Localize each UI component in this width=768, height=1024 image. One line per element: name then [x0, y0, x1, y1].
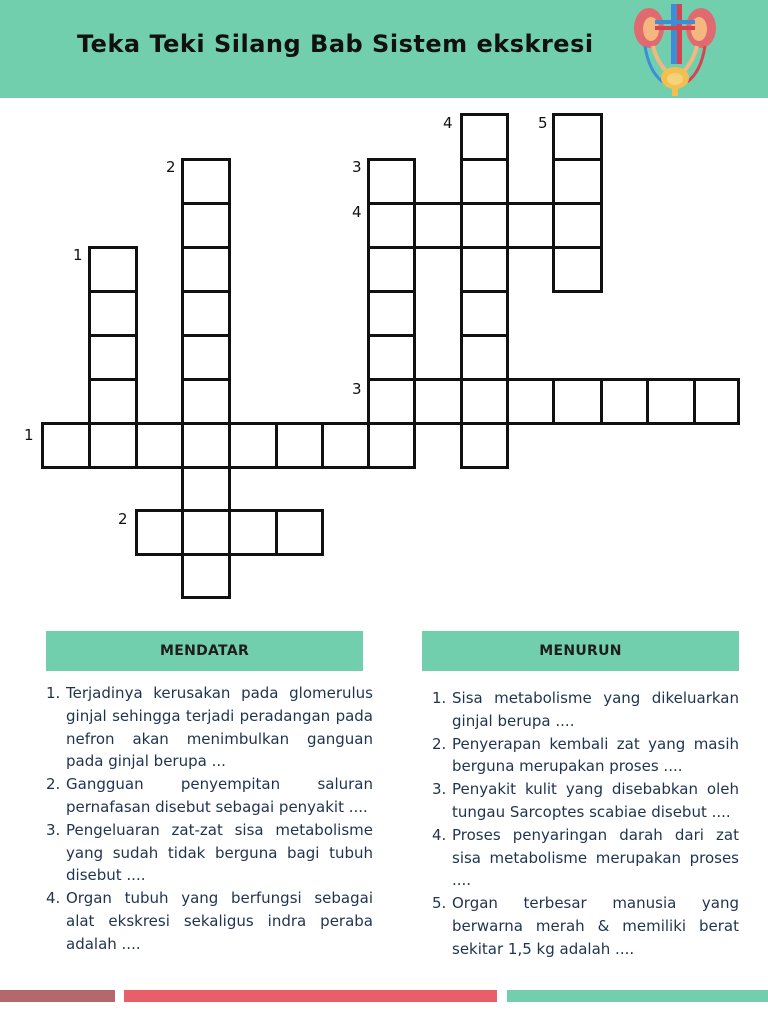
crossword-cell[interactable]: [693, 378, 740, 425]
crossword-cell[interactable]: [460, 246, 509, 293]
crossword-cell[interactable]: [460, 334, 509, 381]
crossword-cell[interactable]: [367, 202, 416, 249]
crossword-cell[interactable]: [506, 378, 555, 425]
crossword-cell[interactable]: [460, 158, 509, 205]
crossword-cell[interactable]: [460, 202, 509, 249]
list-item: [432, 733, 739, 779]
clue-text: Terjadinya kerusakan pada glomerulus ginjal sehingga terjadi peradangan pada nefron akan menimbulkan ganguan pada ginjal berupa ...: [66, 684, 373, 771]
mendatar-clue-list: [46, 682, 373, 956]
crossword-cell[interactable]: [552, 113, 603, 161]
clue-text: Proses penyaringan darah dari zat sisa metabolisme merupakan proses ....: [452, 825, 739, 890]
list-item: [46, 887, 373, 955]
clue-number: 1.: [432, 689, 447, 707]
clue-text: Pengeluaran zat-zat sisa metabolisme yang sudah tidak berguna bagi tubuh disebut ....: [66, 820, 373, 885]
crossword-cell[interactable]: [367, 334, 416, 381]
crossword-cell[interactable]: [460, 290, 509, 337]
crossword-cell[interactable]: [181, 422, 231, 469]
crossword-cell[interactable]: [228, 509, 278, 556]
list-item: [46, 682, 373, 773]
crossword-cell[interactable]: [181, 553, 231, 599]
clue-number-label: 4: [352, 203, 362, 221]
crossword-cell[interactable]: [181, 158, 231, 205]
list-item: [432, 687, 739, 733]
clue-number: 3.: [432, 780, 447, 799]
crossword-cell[interactable]: [646, 378, 696, 425]
menurun-clue-list: [432, 687, 739, 961]
crossword-cell[interactable]: [275, 509, 324, 556]
crossword-cell[interactable]: [41, 422, 91, 469]
crossword-cell[interactable]: [181, 246, 231, 293]
clue-number-label: 3: [352, 380, 362, 398]
footer-bar-middle: [124, 990, 497, 1002]
crossword-cell[interactable]: [552, 202, 603, 249]
crossword-cell[interactable]: [367, 422, 416, 469]
clue-number-label: 2: [118, 510, 128, 528]
clue-number-label: 1: [24, 426, 34, 444]
clue-text: Penyerapan kembali zat yang masih berguna merupakan proses ....: [452, 734, 739, 776]
clue-number-label: 5: [538, 114, 548, 132]
clue-number-label: 1: [73, 246, 83, 264]
crossword-cell[interactable]: [460, 113, 509, 161]
clue-number: 5.: [432, 894, 447, 913]
crossword-cell[interactable]: [460, 422, 509, 469]
list-item: [432, 778, 739, 824]
clue-text: Organ terbesar manusia yang berwarna merah & memiliki berat sekitar 1,5 kg adalah ....: [452, 894, 739, 958]
clue-number: 4.: [432, 825, 447, 844]
crossword-cell[interactable]: [413, 378, 463, 425]
clue-number-label: 3: [352, 158, 362, 176]
crossword-cell[interactable]: [88, 422, 138, 469]
crossword-cell[interactable]: [181, 509, 231, 556]
clue-number: 1.: [46, 684, 61, 702]
clue-text: Penyakit kulit yang disebabkan oleh tungau Sarcoptes scabiae disebut ....: [452, 780, 739, 821]
crossword-cell[interactable]: [552, 246, 603, 293]
menurun-heading: MENURUN: [422, 631, 739, 671]
crossword-cell[interactable]: [552, 158, 603, 205]
crossword-cell[interactable]: [135, 422, 184, 469]
crossword-cell[interactable]: [181, 378, 231, 425]
footer-bar-left: [0, 990, 115, 1002]
crossword-cell[interactable]: [506, 202, 555, 249]
crossword-cell[interactable]: [228, 422, 278, 469]
clue-text: Organ tubuh yang berfungsi sebagai alat ekskresi sekaligus indra peraba adalah ....: [66, 889, 373, 953]
crossword-cell[interactable]: [181, 202, 231, 249]
crossword-cell[interactable]: [367, 246, 416, 293]
crossword-cell[interactable]: [367, 158, 416, 205]
list-item: [432, 824, 739, 892]
clue-number-label: 2: [166, 158, 176, 176]
clue-number: 2.: [46, 775, 61, 794]
list-item: [46, 773, 373, 819]
page-title: Teka Teki Silang Bab Sistem ekskresi: [77, 30, 594, 58]
clue-number-label: 4: [443, 114, 453, 132]
crossword-cell[interactable]: [88, 246, 138, 293]
crossword-cell[interactable]: [88, 290, 138, 337]
crossword-cell[interactable]: [135, 509, 184, 556]
mendatar-heading: MENDATAR: [46, 631, 363, 671]
crossword-cell[interactable]: [600, 378, 649, 425]
crossword-cell[interactable]: [88, 378, 138, 425]
list-item: [46, 819, 373, 887]
crossword-cell[interactable]: [181, 334, 231, 381]
crossword-cell[interactable]: [413, 202, 463, 249]
clue-text: Sisa metabolisme yang dikeluarkan ginjal berupa ....: [452, 689, 739, 730]
footer-bar-right: [507, 990, 768, 1002]
clue-text: Gangguan penyempitan saluran pernafasan disebut sebagai penyakit ....: [66, 775, 373, 816]
clue-number: 4.: [46, 889, 61, 908]
crossword-cell[interactable]: [367, 290, 416, 337]
crossword-cell[interactable]: [367, 378, 416, 425]
list-item: [432, 892, 739, 960]
clue-number: 2.: [432, 734, 447, 753]
crossword-cell[interactable]: [460, 378, 509, 425]
crossword-cell[interactable]: [275, 422, 324, 469]
crossword-cell[interactable]: [181, 290, 231, 337]
crossword-cell[interactable]: [552, 378, 603, 425]
clue-number: 3.: [46, 820, 61, 839]
crossword-cell[interactable]: [88, 334, 138, 381]
crossword-cell[interactable]: [321, 422, 370, 469]
crossword-cell[interactable]: [181, 466, 231, 512]
